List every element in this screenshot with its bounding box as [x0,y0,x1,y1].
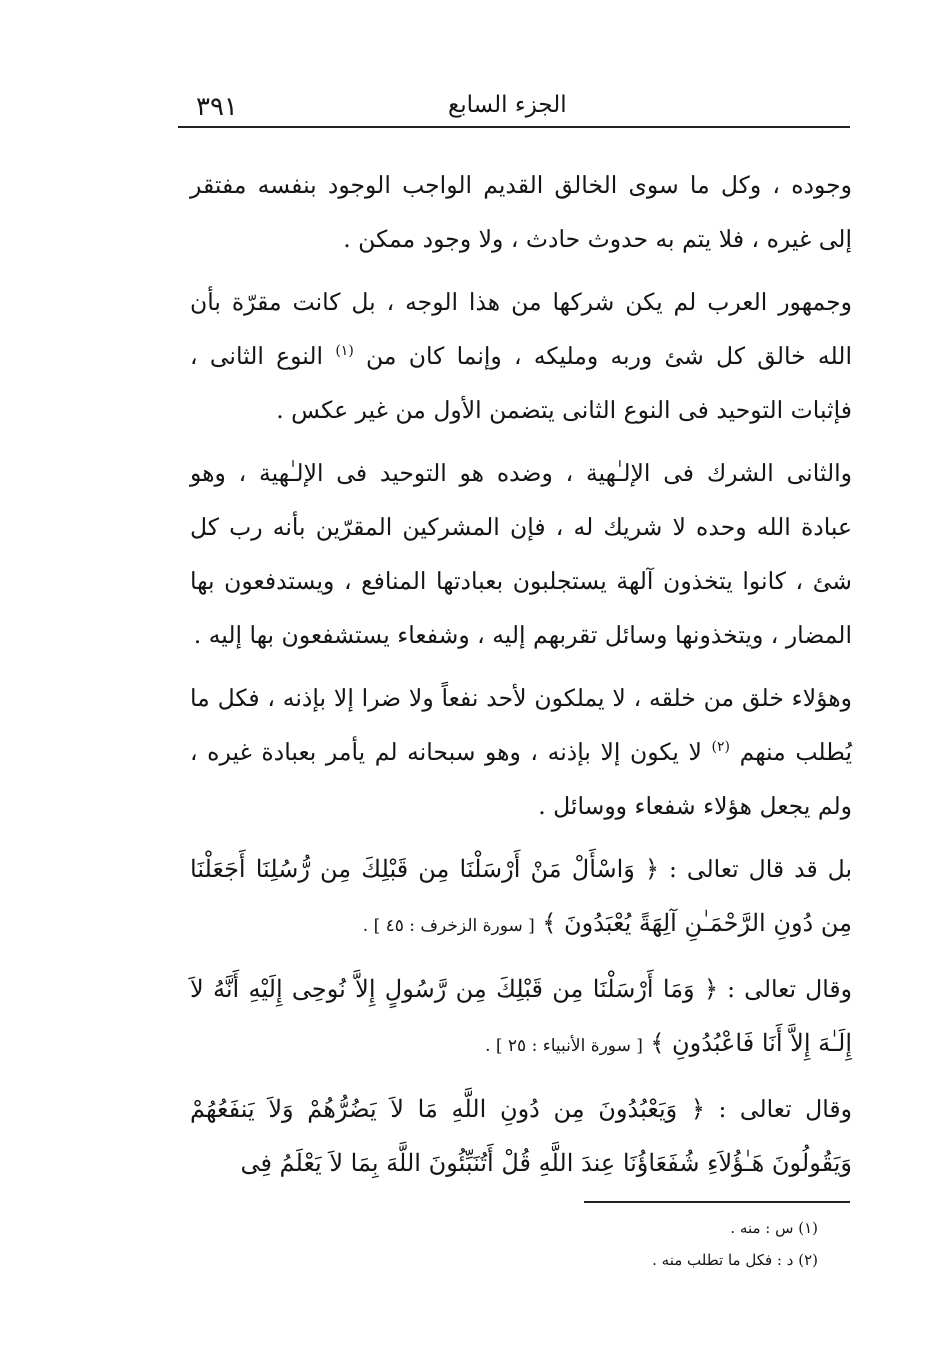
footnote-number: (٢) [798,1251,818,1269]
paragraph-text: وجمهور العرب لم يكن شركها من هذا الوجه ، بل كانت مقرّة بأن الله خالق كل شئ وربه ومليكه ، وإنما كان من [190,288,852,370]
verse-intro: بل قد قال تعالى : [669,855,852,883]
paragraph-text: وجوده ، وكل ما سوى الخالق القديم الواجب الوجود بنفسه مفتقر إلى غيره ، فلا يتم به حدوث حادث ، ولا وجود ممكن . [190,171,852,253]
verse-paragraph [190,842,852,953]
footnote-marker: (١) [335,343,354,360]
footnotes [560,1212,818,1276]
paragraph-text: وهؤلاء خلق من خلقه ، لا يملكون لأحد نفعاً ولا ضرا إلا بإذنه ، فكل ما يُطلب منهم [190,684,852,766]
verse-paragraph [190,1082,852,1190]
paragraph [190,275,852,437]
verse-intro: وقال تعالى : [718,1095,852,1123]
verse-intro: وقال تعالى : [727,975,852,1003]
footnote-marker: (٢) [711,739,730,756]
footnote-text: د : فكل ما تطلب منه . [652,1251,794,1269]
quran-verse: ﴿ وَمَا أَرْسَلْنَا مِن قَبْلِكَ مِن رَّسُولٍ إِلاَّ نُوحِى إِلَيْهِ أَنَّهُ لاَ إِلَـٰهَ إِلاَّ أَنَا فَاعْبُدُونِ ﴾ [190,975,852,1057]
paragraph-text: والثانى الشرك فى الإلـٰهية ، وضده هو التوحيد فى الإلـٰهية ، وهو عبادة الله وحده لا شريك له ، فإن المشركين المقرّين بأنه رب كل شئ ، كانوا يتخذون آلهة يستجلبون بعبادتها المنافع ، ويستدفعون بها المضار ، ويتخذونها وسائل تقربهم إليه ، وشفعاء يستشفعون بها إليه . [190,459,852,649]
surah-reference: [ سورة الأنبياء : ٢٥ ] . [485,1036,643,1056]
footnote [560,1212,818,1244]
paragraph [190,446,852,662]
quran-verse: ﴿ وَاسْأَلْ مَنْ أَرْسَلْنَا مِن قَبْلِكَ مِن رُّسُلِنَا أَجَعَلْنَا مِن دُونِ الرَّحْمَـٰنِ آلِهَةً يُعْبَدُونَ ﴾ [190,855,852,937]
paragraph-text: النوع الثانى ، فإثبات التوحيد فى النوع الثانى يتضمن الأول من غير عكس . [190,342,852,424]
body-text [190,158,852,1190]
paragraph [190,158,852,266]
footnote [560,1244,818,1276]
paragraph [190,671,852,833]
page-header [178,88,850,128]
footnote-divider [584,1201,850,1203]
verse-paragraph [190,962,852,1073]
paragraph-text: لا يكون إلا بإذنه ، وهو سبحانه لم يأمر بعبادة غيره ، ولم يجعل هؤلاء شفعاء ووسائل . [190,738,852,820]
running-title: الجزء السابع [448,92,567,118]
surah-reference: [ سورة الزخرف : ٤٥ ] . [362,916,535,936]
page-number: ٣٩١ [196,92,238,122]
footnote-number: (١) [798,1219,818,1237]
footnote-text: س : منه . [730,1219,794,1237]
quran-verse: ﴿ وَيَعْبُدُونَ مِن دُونِ اللَّهِ مَا لاَ يَضُرُّهُمْ وَلاَ يَنفَعُهُمْ وَيَقُولُونَ هَـٰؤُلاَءِ شُفَعَاؤُنَا عِندَ اللَّهِ قُلْ أَتُنَبِّئُونَ اللَّهَ بِمَا لاَ يَعْلَمُ فِى [190,1095,852,1177]
